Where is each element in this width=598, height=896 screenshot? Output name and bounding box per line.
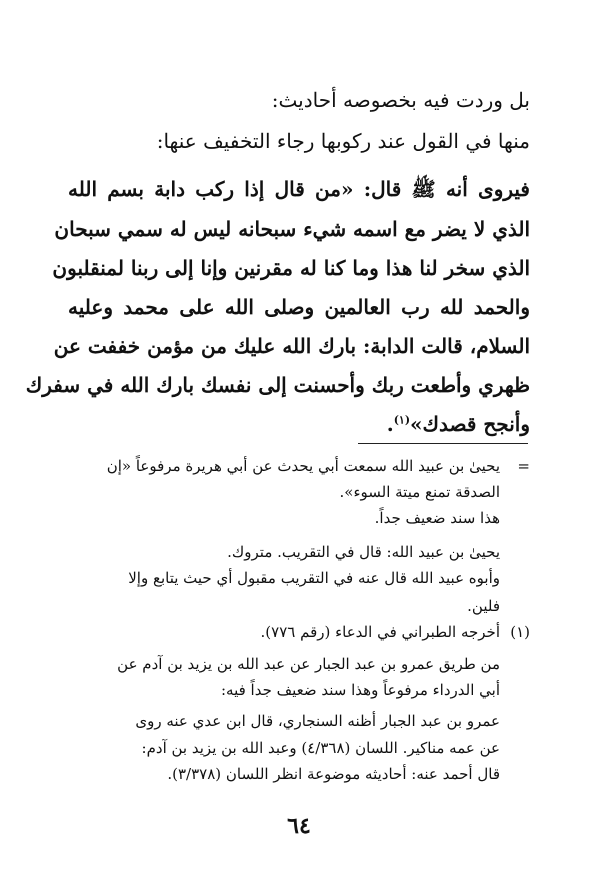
footnote-1-line: عن عمه مناكير. اللسان (٤/٣٦٨) وعبد الله بن يزيد بن آدم: xyxy=(141,739,500,757)
footnote-ref: (١) xyxy=(393,413,411,427)
hadith-line-4: والحمد لله رب العالمين وصلى الله على محمد وعليه xyxy=(68,295,530,319)
hadith-period: . xyxy=(386,412,394,436)
footnote-1-line: قال أحمد عنه: أحاديثه موضوعة انظر اللسان (٣/٣٧٨). xyxy=(167,765,500,783)
hadith-closing: وأنجح قصدك» xyxy=(410,412,530,436)
intro-line: بل وردت فيه بخصوصه أحاديث: xyxy=(271,88,530,112)
footnote-line: هذا سند ضعيف جداً. xyxy=(374,509,500,527)
footnote-line: فلين. xyxy=(467,597,500,615)
footnote-1-line: عمرو بن عبد الجبار أظنه السنجاري، قال ابن عدي عنه روى xyxy=(135,712,500,730)
hadith-line-1: فيروى أنه ﷺ قال: «من قال إذا ركب دابة بسم الله xyxy=(68,177,530,201)
hadith-line-2: الذي لا يضر مع اسمه شيء سبحانه ليس له سمي سبحان xyxy=(54,217,530,241)
footnote-line: وأبوه عبيد الله قال عنه في التقريب مقبول أي حيث يتابع وإلا xyxy=(128,569,500,587)
hadith-line-6: ظهري وأطعت ربك وأحسنت إلى نفسك بارك الله في سفرك xyxy=(25,373,530,397)
footnote-1-line: أخرجه الطبراني في الدعاء (رقم ٧٧٦). xyxy=(260,623,500,641)
hadith-line-7 xyxy=(387,411,530,437)
footnote-line: الصدقة تمنع ميتة السوء». xyxy=(339,483,500,501)
footnote-1-line: أبي الدرداء مرفوعاً وهذا سند ضعيف جداً فيه: xyxy=(220,681,500,699)
footnote-separator xyxy=(358,443,528,444)
hadith-line-3: الذي سخر لنا هذا وما كنا له مقرنين وإنا إلى ربنا لمنقلبون xyxy=(52,256,530,280)
continuation-marker: = xyxy=(517,457,530,475)
page-number: ٦٤ xyxy=(287,813,311,839)
footnote-1-line: من طريق عمرو بن عبد الجبار عن عبد الله بن يزيد بن آدم عن xyxy=(117,655,500,673)
footnote-line: يحيىٰ بن عبيد الله: قال في التقريب. متروك. xyxy=(227,543,500,561)
hadith-line-5: السلام، قالت الدابة: بارك الله عليك من مؤمن خففت عن xyxy=(53,334,530,358)
footnote-1-marker: (١) xyxy=(510,623,530,641)
intro-line-2: منها في القول عند ركوبها رجاء التخفيف عنها: xyxy=(156,129,530,153)
footnote-line: يحيىٰ بن عبيد الله سمعت أبي يحدث عن أبي هريرة مرفوعاً «إن xyxy=(106,457,500,475)
